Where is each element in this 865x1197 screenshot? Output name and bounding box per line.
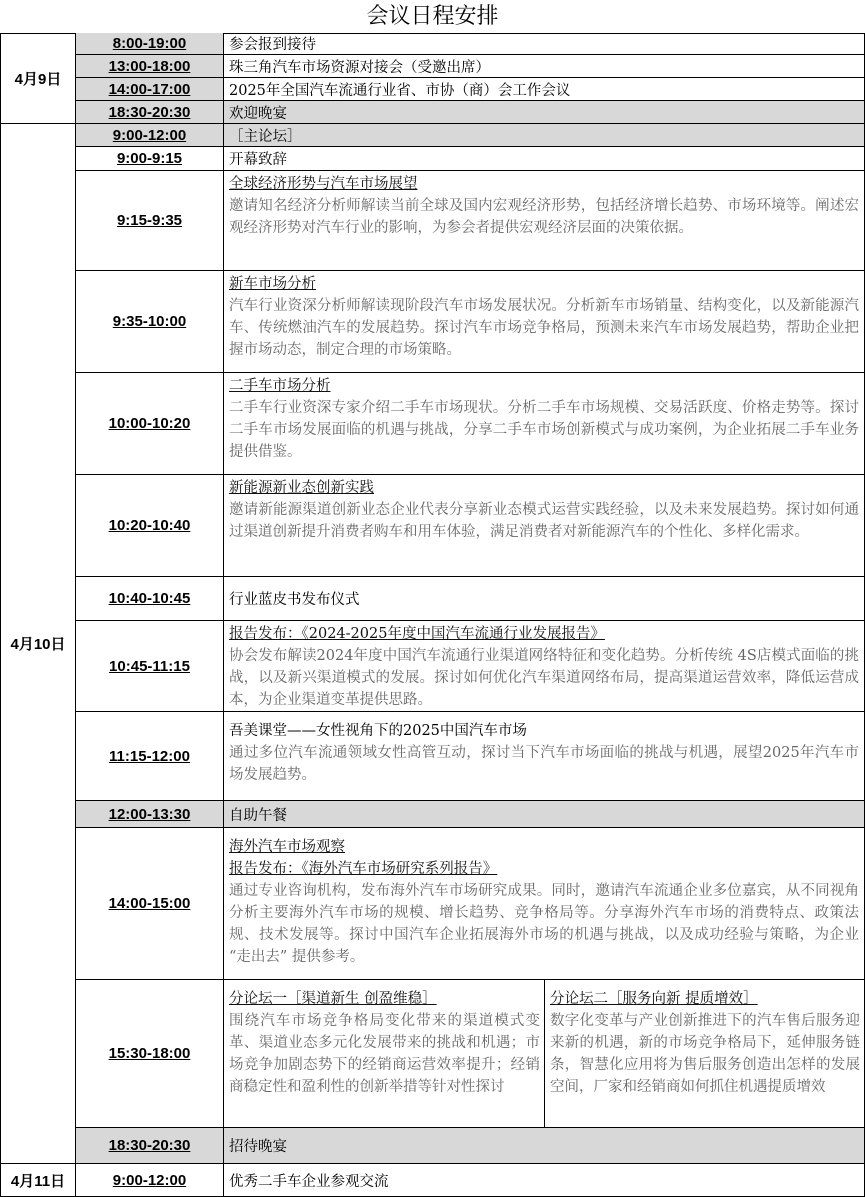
time-cell: 10:00-10:20 xyxy=(76,373,224,475)
time-cell: 9:00-9:15 xyxy=(76,147,224,171)
time-cell: 10:45-11:15 xyxy=(76,621,224,712)
session-heading: 二手车市场分析 xyxy=(229,378,331,394)
session-description: 邀请知名经济分析师解读当前全球及国内宏观经济形势，包括经济增长趋势、市场环境等。阐述宏观经济形势对汽车行业的影响，为参会者提供宏观经济层面的决策依据。 xyxy=(229,198,859,236)
time-cell: 9:00-12:00 xyxy=(76,124,224,147)
session-title: 参会报到接待 xyxy=(224,33,865,55)
time-cell: 10:20-10:40 xyxy=(76,475,224,577)
breakout-left xyxy=(224,980,544,1127)
date-cell: 4月9日 xyxy=(0,33,76,124)
breakout-right xyxy=(544,980,864,1127)
time-cell: 14:00-17:00 xyxy=(76,78,224,101)
session-block xyxy=(224,712,865,801)
session-block xyxy=(224,621,865,712)
session-heading: 新能源新业态创新实践 xyxy=(229,480,374,496)
session-description: 邀请新能源渠道创新业态企业代表分享新业态模式运营实践经验，以及未来发展趋势。探讨如何通过渠道创新提升消费者购车和用车体验，满足消费者对新能源汽车的个性化、多样化需求。 xyxy=(229,502,859,540)
time-cell: 13:00-18:00 xyxy=(76,55,224,78)
session-description: 通过多位汽车流通领域女性高管互动，探讨当下汽车市场面临的挑战与机遇，展望2025年汽车市场发展趋势。 xyxy=(229,745,859,783)
page-title: 会议日程安排 xyxy=(0,0,865,34)
breakout-sessions xyxy=(224,980,865,1128)
session-block xyxy=(224,828,865,980)
session-block xyxy=(224,373,865,475)
session-description: 协会发布解读2024年度中国汽车流通行业渠道网络特征和变化趋势。分析传统 4S店模式面临的挑战，以及新兴渠道模式的发展。探讨如何优化汽车渠道网络布局，提高渠道运营效率，降低运营成本，为企业渠道变革提供思路。 xyxy=(229,648,859,708)
time-cell: 14:00-15:00 xyxy=(76,828,224,980)
session-heading: 吾美课堂——女性视角下的2025中国汽车市场 xyxy=(229,723,527,739)
session-heading: 分论坛二［服务向新 提质增效］ xyxy=(550,991,758,1007)
session-heading: 分论坛一［渠道新生 创盈维稳］ xyxy=(229,991,437,1007)
session-title: ［主论坛］ xyxy=(224,124,865,147)
time-cell: 18:30-20:30 xyxy=(76,1128,224,1164)
session-description: 数字化变革与产业创新推进下的汽车售后服务迎来新的机遇，新的市场竞争格局下，延伸服务链条，智慧化应用将为售后服务创造出怎样的发展空间，厂家和经销商如何抓住机遇提质增效 xyxy=(550,1013,860,1095)
time-cell: 9:35-10:00 xyxy=(76,271,224,373)
time-cell: 9:00-12:00 xyxy=(76,1164,224,1197)
time-cell: 11:15-12:00 xyxy=(76,712,224,801)
session-block xyxy=(224,271,865,373)
time-cell: 12:00-13:30 xyxy=(76,801,224,828)
session-description: 二手车行业资深专家介绍二手车市场现状。分析二手车市场规模、交易活跃度、价格走势等。探讨二手车市场发展面临的机遇与挑战，分享二手车市场创新模式与成功案例，为企业拓展二手车业务提供借鉴。 xyxy=(229,400,859,460)
date-cell: 4月10日 xyxy=(0,124,76,1164)
session-title: 开幕致辞 xyxy=(224,147,865,171)
time-cell: 9:15-9:35 xyxy=(76,171,224,271)
session-description: 通过专业咨询机构，发布海外汽车市场研究成果。同时，邀请汽车流通企业多位嘉宾，从不同视角分析主要海外汽车市场的规模、增长趋势、竞争格局等。分享海外汽车市场的消费特点、政策法规、技术发展等。探讨中国汽车企业拓展海外市场的机遇与挑战，以及成功经验与策略，为企业 “走出去” 提供参考。 xyxy=(229,883,859,965)
time-cell: 8:00-19:00 xyxy=(76,33,224,55)
session-title: 优秀二手车企业参观交流 xyxy=(224,1164,865,1197)
session-description: 围绕汽车市场竞争格局变化带来的渠道模式变革、渠道业态多元化发展带来的挑战和机遇；市场竞争加剧态势下的经销商运营效率提升；经销商稳定性和盈利性的创新举措等针对性探讨 xyxy=(229,1013,540,1095)
session-title: 行业蓝皮书发布仪式 xyxy=(224,577,865,621)
session-description: 汽车行业资深分析师解读现阶段汽车市场发展状况。分析新车市场销量、结构变化，以及新能源汽车、传统燃油汽车的发展趋势。探讨汽车市场竞争格局，预测未来汽车市场发展趋势，帮助企业把握市场动态，制定合理的市场策略。 xyxy=(229,298,859,358)
session-title: 2025年全国汽车流通行业省、市协（商）会工作会议 xyxy=(224,78,865,101)
session-subheading: 报告发布：《海外汽车市场研究系列报告》 xyxy=(229,861,498,877)
time-cell: 15:30-18:00 xyxy=(76,980,224,1128)
session-heading: 报告发布：《2024-2025年度中国汽车流通行业发展报告》 xyxy=(229,626,605,642)
session-title: 珠三角汽车市场资源对接会（受邀出席） xyxy=(224,55,865,78)
time-cell: 18:30-20:30 xyxy=(76,101,224,124)
session-heading: 海外汽车市场观察 xyxy=(229,839,345,855)
session-block xyxy=(224,475,865,577)
session-title: 自助午餐 xyxy=(224,801,865,828)
session-heading: 新车市场分析 xyxy=(229,276,316,292)
session-title: 招待晚宴 xyxy=(224,1128,865,1164)
session-heading: 全球经济形势与汽车市场展望 xyxy=(229,176,418,192)
time-cell: 10:40-10:45 xyxy=(76,577,224,621)
date-cell: 4月11日 xyxy=(0,1164,76,1197)
session-block xyxy=(224,171,865,271)
session-title: 欢迎晚宴 xyxy=(224,101,865,124)
